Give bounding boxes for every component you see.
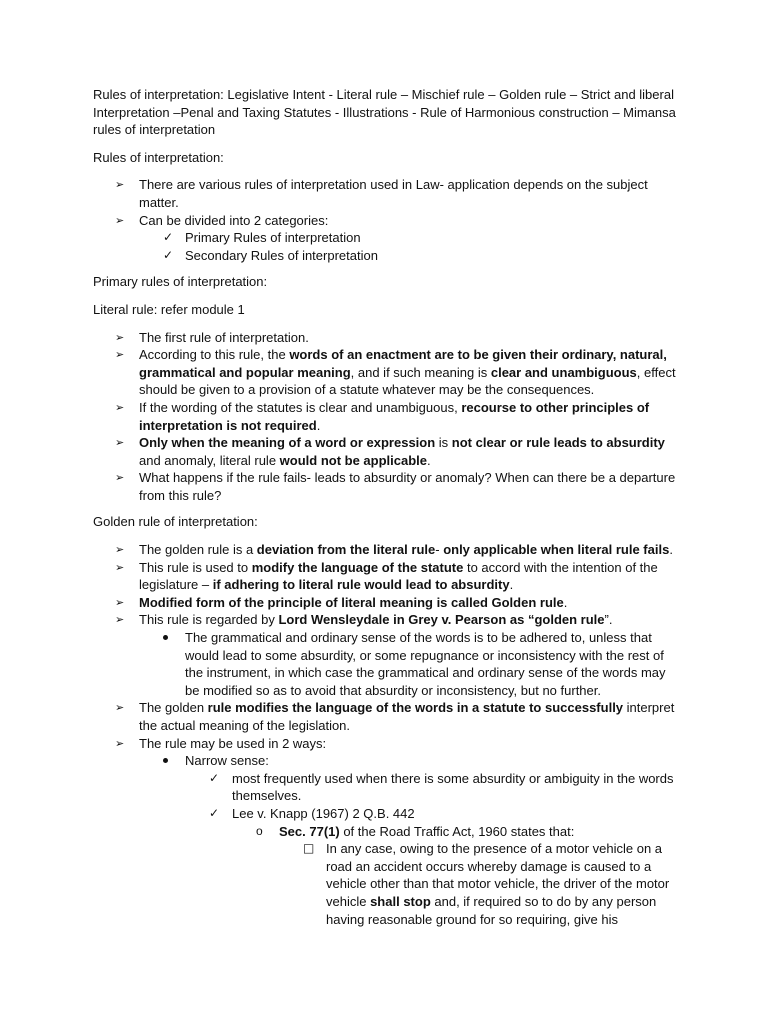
literal-list (93, 329, 683, 505)
arrow-bullet-icon: ➢ (115, 348, 125, 362)
arrow-bullet-icon: ➢ (115, 178, 125, 192)
bullet-dot-icon (163, 758, 168, 763)
narrow-sense-list (185, 770, 683, 928)
rules-title: Rules of interpretation: (93, 149, 224, 165)
list-item: ➢ The first rule of interpretation. (115, 329, 309, 345)
list-item: ➢ There are various rules of interpretation used in Law- application depends on the subject matter. (115, 177, 648, 210)
list-item: ➢ Modified form of the principle of literal meaning is called Golden rule. (115, 594, 568, 610)
list-item: ✓ most frequently used when there is some absurdity or ambiguity in the words themselves. (209, 770, 674, 804)
categories-list (139, 229, 683, 264)
list-item: ➢ According to this rule, the words of an enactment are to be given their ordinary, natural, grammatical and popular meaning, and if such meaning is clear and unambiguous, effect should be given to a provision of a statute whatever may be the consequences. (115, 347, 676, 398)
checkmark-icon: ✓ (163, 230, 174, 245)
golden-title: Golden rule of interpretation: (93, 514, 258, 530)
checkmark-icon: ✓ (209, 805, 220, 820)
arrow-bullet-icon: ➢ (115, 543, 125, 557)
list-item: ➢ The golden rule is a deviation from the literal rule- only applicable when literal rule fails. (115, 542, 673, 558)
statute-quote-list (279, 840, 683, 928)
list-item: ➢ The rule may be used in 2 ways: Narrow sense: ✓ most frequently used when there is some absurdity or ambiguity in the words themselves. ✓ Lee v. Knapp (1967) 2 Q.B. 442 o Sec. 77(1) of the Road Traffic Act, 1960 states that: □ In any case, owing to the presence of a motor vehicle on a road an accident occurs whereby damage is caused to a vehicle other than that motor vehicle, the driver of the motor vehicle shall stop and, if required so to do by any person having reasonable ground for so requiring, give his (93, 735, 683, 929)
case-list (232, 823, 683, 929)
list-item: ➢ This rule is regarded by Lord Wensleydale in Grey v. Pearson as “golden rule”. The grammatical and ordinary sense of the words is to be adhered to, unless that would lead to some absurdity, or some repugnance or inconsistency with the rest of the instrument, in which case the grammatical and ordinary sense of the words may be modified so as to avoid that absurdity or inconsistency, but no further. (93, 611, 683, 699)
list-item: ➢ If the wording of the statutes is clear and unambiguous, recourse to other principles of interpretation is not required. (115, 399, 650, 433)
bullet-dot-icon (163, 635, 168, 640)
document-page (93, 86, 683, 937)
arrow-bullet-icon: ➢ (115, 471, 125, 485)
arrow-bullet-icon: ➢ (115, 560, 125, 574)
arrow-bullet-icon: ➢ (115, 330, 125, 344)
arrow-bullet-icon: ➢ (115, 400, 125, 414)
golden-rule-quote-list (139, 629, 683, 699)
arrow-bullet-icon: ➢ (115, 436, 125, 450)
list-item: Narrow sense: ✓ most frequently used when there is some absurdity or ambiguity in the words themselves. ✓ Lee v. Knapp (1967) 2 Q.B. 442 o Sec. 77(1) of the Road Traffic Act, 1960 states that: □ In any case, owing to the presence of a motor vehicle on a road an accident occurs whereby damage is caused to a vehicle other than that motor vehicle, the driver of the motor vehicle shall stop and, if required so to do by any person having reasonable ground for so requiring, give his (139, 752, 683, 928)
list-item: ➢ What happens if the rule fails- leads to absurdity or anomaly? When can there be a departure from this rule? (115, 470, 676, 503)
list-item: ➢ Only when the meaning of a word or expression is not clear or rule leads to absurdity and anomaly, literal rule would not be applicable. (115, 435, 665, 468)
list-item: ➢ The golden rule modifies the language of the words in a statute to successfully interpret the actual meaning of the legislation. (115, 700, 675, 733)
golden-list (93, 541, 683, 928)
list-item: ✓ Secondary Rules of interpretation (163, 247, 378, 263)
primary-title: Primary rules of interpretation: (93, 274, 268, 290)
square-bullet-icon: □ (303, 841, 315, 856)
list-item: o Sec. 77(1) of the Road Traffic Act, 1960 states that: □ In any case, owing to the presence of a motor vehicle on a road an accident occurs whereby damage is caused to a vehicle other than that motor vehicle, the driver of the motor vehicle shall stop and, if required so to do by any person having reasonable ground for so requiring, give his (232, 823, 683, 929)
arrow-bullet-icon: ➢ (115, 213, 125, 227)
list-item: ➢ Can be divided into 2 categories: ✓ Primary Rules of interpretation ✓ Secondary Rules of interpretation (93, 212, 683, 265)
rules-list (93, 176, 683, 264)
ways-list (139, 752, 683, 928)
list-item: ➢ This rule is used to modify the language of the statute to accord with the intention of the legislature – if adhering to literal rule would lead to absurdity. (115, 559, 658, 593)
list-item: □ In any case, owing to the presence of a motor vehicle on a road an accident occurs whereby damage is caused to a vehicle other than that motor vehicle, the driver of the motor vehicle shall stop and, if required so to do by any person having reasonable ground for so requiring, give his (303, 841, 670, 927)
arrow-bullet-icon: ➢ (115, 595, 125, 609)
circle-bullet-icon: o (256, 823, 263, 838)
list-item: ✓ Primary Rules of interpretation (163, 230, 361, 246)
arrow-bullet-icon: ➢ (115, 613, 125, 627)
list-item: The grammatical and ordinary sense of the words is to be adhered to, unless that would lead to some absurdity, or some repugnance or inconsistency with the rest of the instrument, in which case the grammatical and ordinary sense of the words may be modified so as to avoid that absurdity or inconsistency, but no further. (139, 629, 683, 699)
checkmark-icon: ✓ (163, 247, 174, 262)
checkmark-icon: ✓ (209, 770, 220, 785)
arrow-bullet-icon: ➢ (115, 736, 125, 750)
arrow-bullet-icon: ➢ (115, 701, 125, 715)
literal-title: Literal rule: refer module 1 (93, 301, 245, 317)
document-heading: Rules of interpretation: Legislative Intent - Literal rule – Mischief rule – Golden rule – Strict and liberal Interpretation –Penal and Taxing Statutes - Illustrations - Rule of Harmonious construction – Mimansa rules of interpretation (93, 87, 676, 138)
list-item: ✓ Lee v. Knapp (1967) 2 Q.B. 442 o Sec. 77(1) of the Road Traffic Act, 1960 states that: □ In any case, owing to the presence of a motor vehicle on a road an accident occurs whereby damage is caused to a vehicle other than that motor vehicle, the driver of the motor vehicle shall stop and, if required so to do by any person having reasonable ground for so requiring, give his (185, 805, 683, 928)
